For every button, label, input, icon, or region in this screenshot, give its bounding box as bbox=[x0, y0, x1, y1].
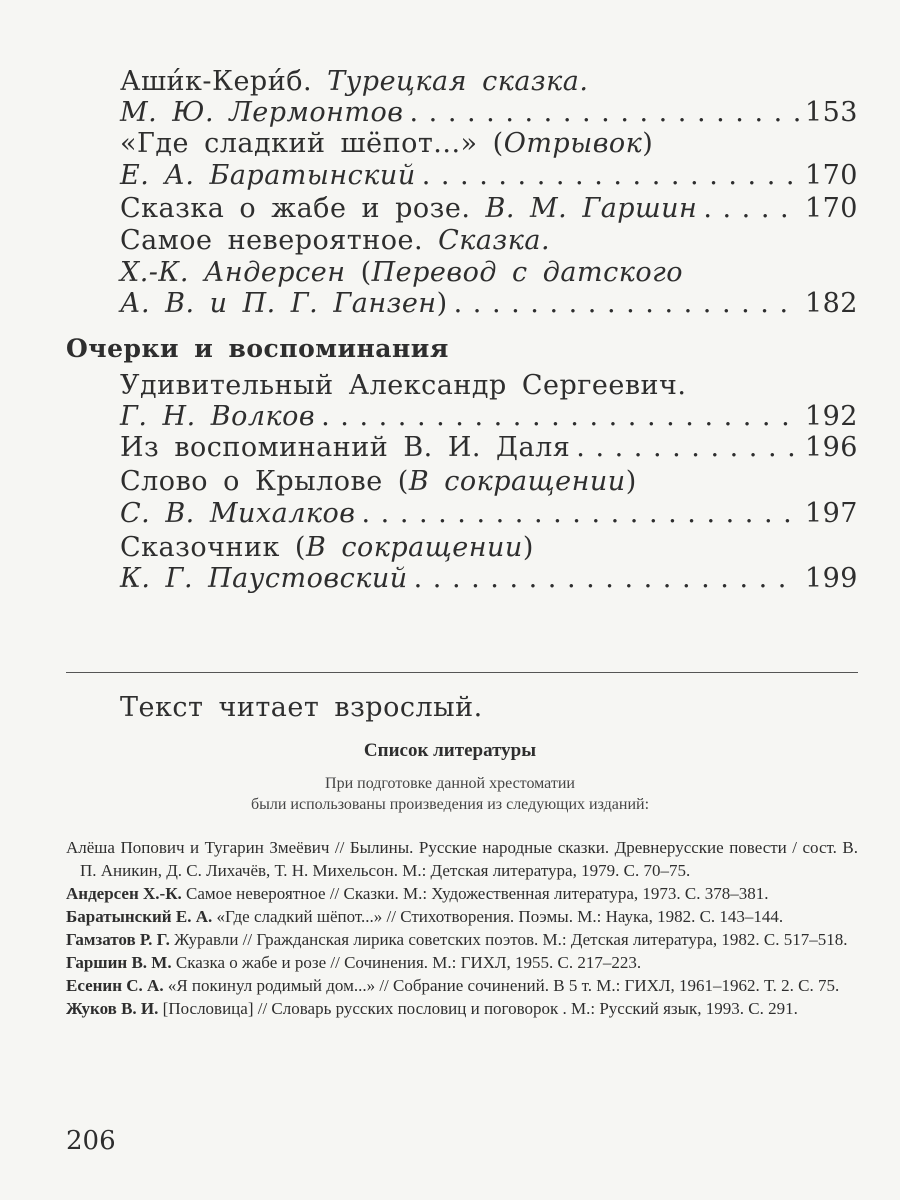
toc-entry-text: Слово о Крылове ( bbox=[120, 466, 409, 497]
toc-entry-text: ) bbox=[625, 466, 637, 497]
toc-entry-text: С. В. Михалков bbox=[120, 498, 356, 529]
toc-entry-text: ) bbox=[522, 532, 534, 563]
dot-leader bbox=[422, 160, 799, 192]
bibliography-text: [Пословица] // Словарь русских пословиц и поговорок . М.: Русский язык, 1993. С. 291. bbox=[158, 999, 798, 1018]
toc-entry bbox=[120, 128, 858, 160]
bibliography-author: Есенин С. А. bbox=[66, 976, 164, 995]
toc-entry-text: Отрывок bbox=[503, 128, 643, 159]
toc-entry-text: Сказка о жабе и розе. bbox=[120, 193, 486, 224]
bibliography-entry bbox=[66, 928, 858, 951]
bibliography-text: Алёша Попович и Тугарин Змеёвич // Былины. Русские народные сказки. Древнерусские повести / сост. В. П. Аникин, Д. С. Лихачёв, Т. Н. Михельсон. М.: Детская литература, 1979. С. 70–75. bbox=[66, 838, 858, 880]
bibliography-entry bbox=[66, 997, 858, 1020]
toc-entry bbox=[120, 193, 858, 225]
toc-entry-text: Перевод с датского bbox=[371, 257, 683, 288]
toc-entry bbox=[120, 97, 858, 129]
toc-entry bbox=[120, 532, 858, 564]
dot-leader bbox=[321, 401, 799, 433]
bibliography-text: Журавли // Гражданская лирика советских поэтов. М.: Детская литература, 1982. С. 517–518. bbox=[169, 930, 848, 949]
toc-entry-text: В сокращении bbox=[305, 532, 523, 563]
bibliography-list bbox=[66, 836, 858, 1020]
toc-entry bbox=[120, 432, 858, 464]
bibliography-author: Гаршин В. М. bbox=[66, 953, 172, 972]
bibliography-author: Жуков В. И. bbox=[66, 999, 159, 1018]
toc-entry bbox=[120, 257, 858, 289]
page-number: 206 bbox=[66, 1126, 116, 1156]
toc-page-number: 199 bbox=[804, 563, 858, 594]
toc-entry-text: Из воспоминаний В. И. Даля bbox=[120, 432, 571, 463]
toc-entry bbox=[120, 66, 858, 98]
bibliography-title: Список литературы bbox=[363, 740, 537, 761]
bibliography-author: Андерсен Х.-К. bbox=[66, 884, 182, 903]
toc-entry bbox=[120, 401, 858, 433]
toc-entry bbox=[120, 370, 858, 402]
toc-entry-text: ) bbox=[436, 288, 448, 319]
toc-entry-text: Сказочник ( bbox=[120, 532, 306, 563]
toc-entry-text: «Где сладкий шёпот...» ( bbox=[120, 128, 504, 159]
toc-entry-text: Самое невероятное. bbox=[120, 225, 439, 256]
bibliography-entry bbox=[66, 905, 858, 928]
dot-leader bbox=[414, 563, 799, 595]
toc-page-number: 196 bbox=[804, 432, 858, 463]
divider bbox=[66, 672, 858, 673]
bibliography-author: Гамзатов Р. Г. bbox=[66, 930, 170, 949]
toc-entry bbox=[120, 498, 858, 530]
section-heading: Очерки и воспоминания bbox=[66, 334, 449, 363]
toc-entry-text: ) bbox=[642, 128, 654, 159]
dot-leader bbox=[361, 498, 798, 530]
toc-entry bbox=[120, 466, 858, 498]
bibliography-subtitle: были использованы произведения из следующих изданий: bbox=[250, 796, 650, 813]
dot-leader bbox=[454, 288, 799, 320]
bibliography-entry bbox=[66, 882, 858, 905]
toc-page-number: 192 bbox=[804, 401, 858, 432]
toc-page-number: 153 bbox=[804, 97, 858, 128]
toc-entry-text: Е. А. Баратынский bbox=[120, 160, 416, 191]
toc-entry-text: А. В. и П. Г. Ганзен bbox=[120, 288, 437, 319]
toc-entry-text: ( bbox=[345, 257, 372, 288]
bibliography-entry bbox=[66, 974, 858, 997]
bibliography-text: Сказка о жабе и розе // Сочинения. М.: ГИХЛ, 1955. С. 217–223. bbox=[171, 953, 642, 972]
toc-entry-text: Х.-К. Андерсен bbox=[120, 257, 346, 288]
bibliography-author: Баратынский Е. А. bbox=[66, 907, 213, 926]
toc-entry-text: В. М. Гаршин bbox=[485, 193, 698, 224]
toc-entry-text: Аши́к-Кери́б. bbox=[120, 66, 328, 97]
toc-page-number: 197 bbox=[804, 498, 858, 529]
dot-leader bbox=[703, 193, 799, 225]
bibliography-text: «Где сладкий шёпот...» // Стихотворения. Поэмы. М.: Наука, 1982. С. 143–144. bbox=[212, 907, 784, 926]
bibliography-subtitle: При подготовке данной хрестоматии bbox=[325, 775, 575, 792]
toc-entry-text: Удивительный Александр Сергеевич. bbox=[120, 370, 687, 401]
bibliography-entry bbox=[66, 951, 858, 974]
bibliography-text: «Я покинул родимый дом...» // Собрание сочинений. В 5 т. М.: ГИХЛ, 1961–1962. Т. 2. С. 75. bbox=[163, 976, 840, 995]
toc-entry bbox=[120, 225, 858, 257]
toc-entry-text: Турецкая сказка. bbox=[327, 66, 589, 97]
toc-entry bbox=[120, 160, 858, 192]
toc-page-number: 182 bbox=[804, 288, 858, 319]
toc-entry-text: Сказка. bbox=[438, 225, 551, 256]
dot-leader bbox=[576, 432, 799, 464]
toc-entry-text: Г. Н. Волков bbox=[120, 401, 316, 432]
toc-entry-text: К. Г. Паустовский bbox=[120, 563, 408, 594]
toc-entry-text: М. Ю. Лермонтов bbox=[120, 97, 404, 128]
bibliography-text: Самое невероятное // Сказки. М.: Художественная литература, 1973. С. 378–381. bbox=[181, 884, 769, 903]
toc-entry-text: В сокращении bbox=[408, 466, 626, 497]
toc-page-number: 170 bbox=[804, 193, 858, 224]
dot-leader bbox=[410, 97, 799, 129]
toc-page-number: 170 bbox=[804, 160, 858, 191]
note-text: Текст читает взрослый. bbox=[120, 692, 483, 723]
toc-entry bbox=[120, 563, 858, 595]
toc-entry bbox=[120, 288, 858, 320]
bibliography-entry bbox=[66, 836, 858, 882]
